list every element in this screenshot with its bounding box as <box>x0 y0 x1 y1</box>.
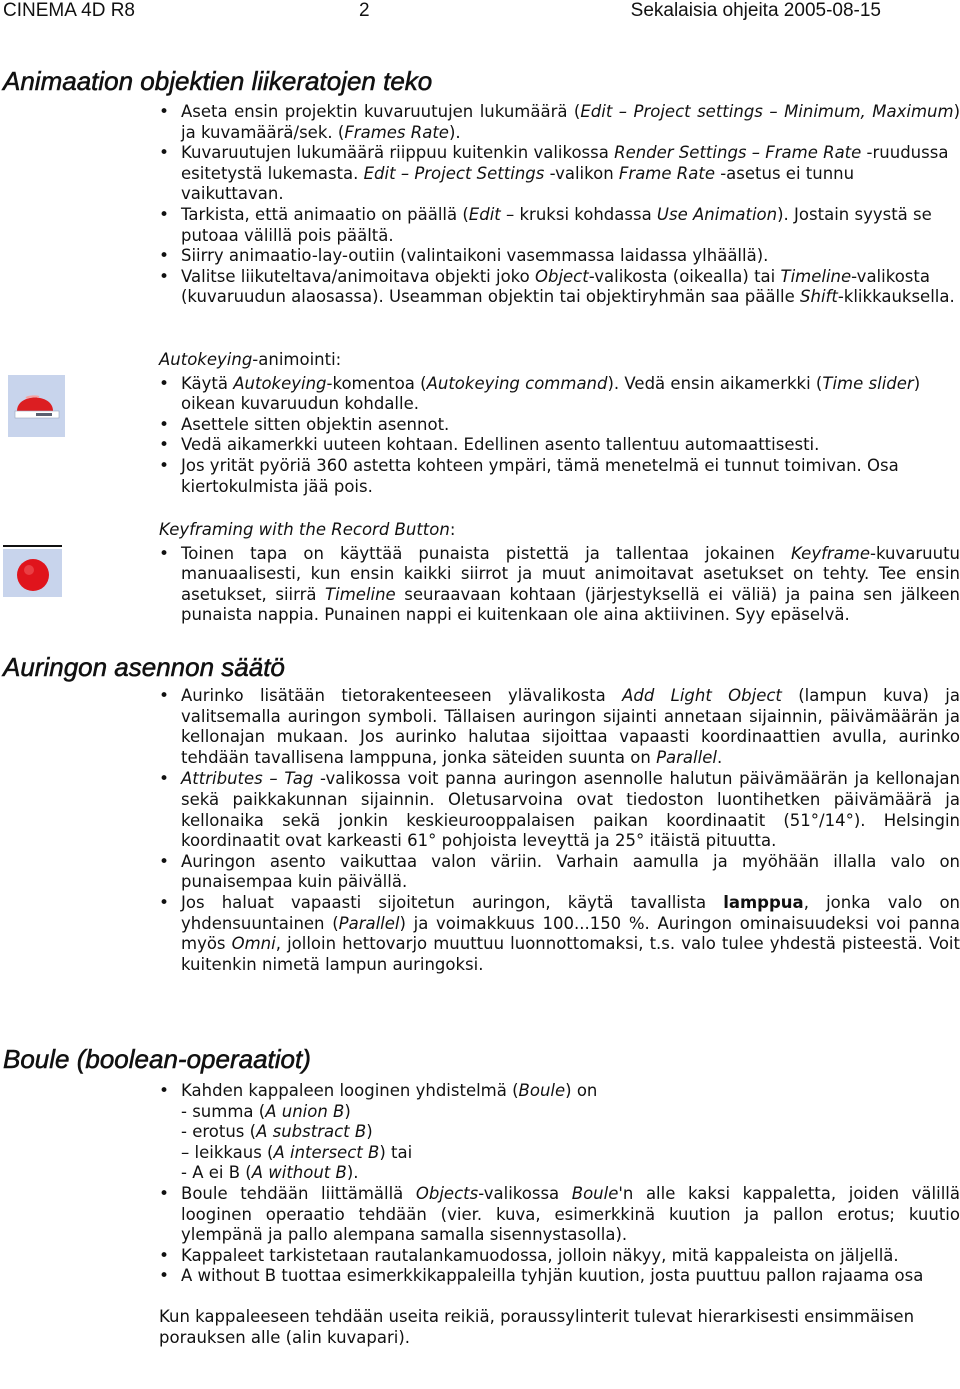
boole-block <box>159 1081 960 1348</box>
list-item-line: - summa (A union B) <box>181 1101 351 1121</box>
list-item: • Kappaleet tarkistetaan rautalankamuodossa, jolloin näkyy, mitä kappaleista on jäljellä. <box>159 1246 960 1267</box>
list-item-line: • Kahden kappaleen looginen yhdistelmä (Boule) on <box>181 1081 598 1100</box>
animation-steps <box>159 102 960 308</box>
list-item-line: – leikkaus (A intersect B) tai <box>181 1142 413 1162</box>
list-item-line: - A ei B (A without B). <box>181 1163 359 1183</box>
list-item: • Valitse liikuteltava/animoitava objekti joko Object-valikosta (oikealla) tai Timeline-valikosta (kuvaruudun alaosassa). Useamman objektin tai objektiryhmän saa päälle Shift-klikkauksella. <box>159 267 960 308</box>
list-item: • Kuvaruutujen lukumäärä riippuu kuitenkin valikossa Render Settings – Frame Rate -ruudussa esitetystä lukemasta. Edit – Project Settings -valikon Frame Rate -asetus ei tunnu vaikuttavan. <box>159 143 960 205</box>
header-page-number: 2 <box>359 0 370 21</box>
list-item: • Toinen tapa on käyttää punaista pistettä ja tallentaa jokainen Keyframe-kuvaruutu manuaalisesti, kun ensin kaikki siirrot ja muut animoitavat asetukset on tehty. Tee ensin asetukset, siirrä Timeline seuraavaan kohtaan (järjestyksellä ei väliä) ja paina sen jälkeen punaista nappia. Punainen nappi ei kuitenkaan ole aina aktiivinen. Syy epäselvä. <box>159 544 960 626</box>
boole-footer-paragraph: Kun kappaleeseen tehdään useita reikiä, poraussylinterit tulevat hierarkisesti ensimmäisen porauksen alle (alin kuvapari). <box>159 1306 915 1347</box>
list-item: • Käytä Autokeying-komentoa (Autokeying command). Vedä ensin aikamerkki (Time slider) oikean kuvaruudun kohdalle. <box>159 374 960 415</box>
page-header <box>3 1 960 23</box>
list-item: • A without B tuottaa esimerkkikappaleilla tyhjän kuution, josta puuttuu pallon rajaama osa <box>159 1266 960 1287</box>
keyframing-block <box>159 520 960 626</box>
autokeying-heading: Autokeying-animointi: <box>159 350 342 369</box>
list-item: • Aurinko lisätään tietorakenteeseen ylävalikosta Add Light Object (lampun kuva) ja valitsemalla auringon symboli. Tällaisen auringon sijainti annetaan sijainnin, päivämäärän ja kellonajan mukaan. Jos aurinko halutaa sijoittaa vapaasti koordinaattien avulla, aurinko tehdään tavallisena lamppuna, jonka säteiden suunta on Parallel. <box>159 686 960 768</box>
list-item: • Attributes – Tag -valikossa voit panna auringon asennolle halutun päivämäärän ja kellonajan sekä paikkakunnan sijainnin. Oletusarvoina ovat tiedoston luontihetken päivämäärä ja kellonaika sekä jonkin keskieurooppalaisen paikan koordinaatit (51°/14°). Helsingin koordinaatit ovat karkeasti 61° pohjoista leveyttä ja 25° itäistä pituutta. <box>159 769 960 851</box>
list-item: • Asettele sitten objektin asennot. <box>159 415 960 436</box>
keyframing-heading: Keyframing with the Record Button: <box>159 520 456 539</box>
list-item: • Siirry animaatio-lay-outiin (valintaikoni vasemmassa laidassa ylhäällä). <box>159 246 960 267</box>
section-title-boole: Boule (boolean-operaatiot) <box>3 1044 311 1074</box>
autokeying-helmet-icon <box>8 375 65 437</box>
list-item: • Boule tehdään liittämällä Objects-valikossa Boule'n alle kaksi kappaletta, joiden välillä looginen operaatio tehdään (vier. kuva, esimerkkinä kuution ja pallon erotus; kuutio ylempänä ja pallo alempana samalla sisennystasolla). <box>159 1184 960 1246</box>
list-item-line: - erotus (A substract B) <box>181 1122 373 1142</box>
autokeying-block <box>159 350 960 497</box>
list-item: • Auringon asento vaikuttaa valon väriin. Varhain aamulla ja myöhään illalla valo on punaisempaa kuin päivällä. <box>159 852 960 893</box>
header-doc-title: Sekalaisia ohjeita 2005-08-15 <box>630 0 881 21</box>
list-item: • Tarkista, että animaatio on päällä (Edit – kruksi kohdassa Use Animation). Jostain syystä se putoaa välillä pois päältä. <box>159 205 960 246</box>
list-item: • Vedä aikamerkki uuteen kohtaan. Edellinen asento tallentuu automaattisesti. <box>159 435 960 456</box>
list-item: • Jos yrität pyöriä 360 astetta kohteen ympäri, tämä menetelmä ei tunnut toimivan. Osa kiertokulmista jää pois. <box>159 456 960 497</box>
list-item <box>159 1081 960 1184</box>
section-title-animation: Animaation objektien liikeratojen teko <box>3 66 433 96</box>
list-item: • Jos haluat vapaasti sijoitetun auringon, käytä tavallista lamppua, jonka valo on yhdensuuntainen (Parallel) ja voimakkuus 100...150 %. Auringon ominaisuudeksi voi panna myös Omni, jolloin hettovarjo muuttuu luonnottomaksi, t.s. valo tulee yhdestä pisteestä. Voit kuitenkin nimetä lampun auringoksi. <box>159 893 960 975</box>
sun-block <box>159 686 960 975</box>
section-title-sun: Auringon asennon säätö <box>3 652 285 682</box>
header-app: CINEMA 4D R8 <box>3 0 135 21</box>
record-button-icon <box>3 545 62 597</box>
list-item: • Aseta ensin projektin kuvaruutujen lukumäärä (Edit – Project settings – Minimum, Maximum) ja kuvamäärä/sek. (Frames Rate). <box>159 102 960 143</box>
